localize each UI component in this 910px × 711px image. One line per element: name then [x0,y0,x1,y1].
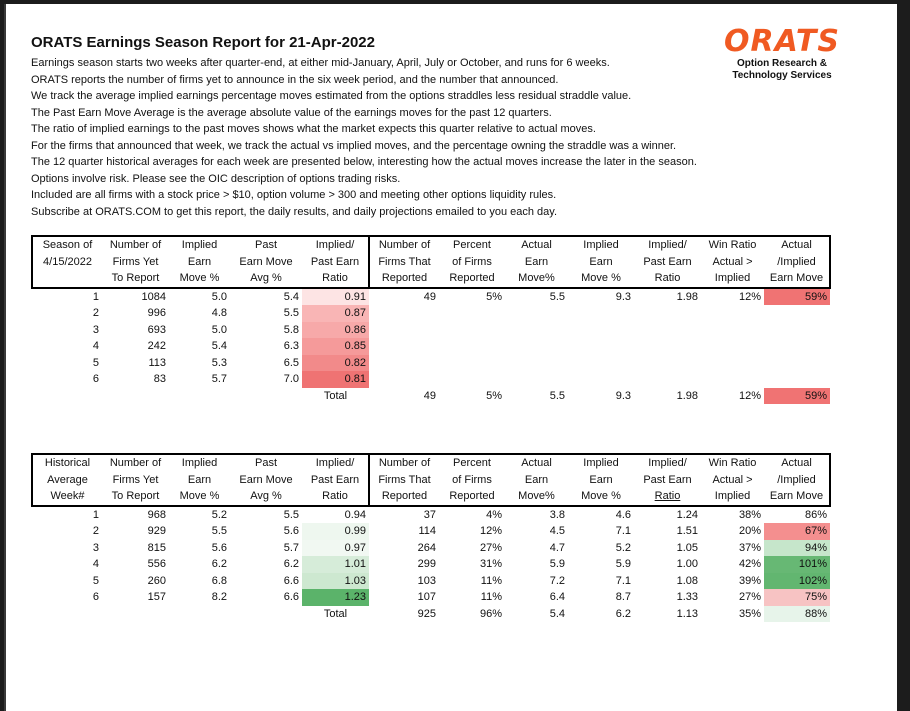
table-cell: 5.2 [211,508,227,521]
table-cell: 4 [92,340,99,353]
table-cell [369,355,439,372]
table-cell: 2 [92,525,99,538]
table-cell: 1.98 [676,290,698,303]
header-row [32,270,830,288]
table-cell [568,338,634,355]
table-cell [505,338,568,355]
column-header: Reported [369,488,439,506]
header-row [32,236,830,254]
table-cell: 0.94 [302,506,369,524]
table-cell: 5.9 [615,558,631,571]
table-cell: 11% [480,591,502,604]
table-cell [505,371,568,388]
header-row [32,472,830,489]
table-cell: 1.33 [676,591,698,604]
column-header: Number of [369,454,439,472]
table-cell: 5.2 [615,541,631,554]
total-cell: 35% [738,607,761,620]
total-cell: 6.2 [615,607,631,620]
table-cell: 31% [479,558,502,571]
column-header: Ratio [302,270,369,288]
table-cell [701,371,764,388]
column-header: Implied/ [634,236,701,254]
table-cell: 27% [738,591,761,604]
table-cell: 0.82 [302,355,369,372]
column-header: Reported [439,488,505,506]
column-header: Reported [369,270,439,288]
table-cell: 6 [92,591,99,604]
column-header: Number of [102,236,169,254]
column-header: Earn [589,255,613,268]
total-cell: 49 [423,389,436,402]
column-header: Earn Move [239,473,293,486]
column-header: Move % [568,488,634,506]
table-cell: 5.5 [549,290,565,303]
table-cell: 39% [738,574,761,587]
table-cell [568,355,634,372]
report-title: ORATS Earnings Season Report for 21-Apr-2022 [31,34,375,51]
table-cell: 242 [147,340,166,353]
table-row [32,540,830,557]
table-cell: 101% [764,556,830,573]
column-header: Ratio [302,488,369,506]
table-cell [439,305,505,322]
empty-cell [169,606,230,623]
table-cell: 6.6 [283,591,299,604]
table-cell: 1.08 [676,574,698,587]
table-cell: 37 [423,508,436,521]
table-cell [701,355,764,372]
table-cell: 0.91 [302,288,369,306]
table-cell: 968 [147,508,166,521]
table-cell: 0.99 [302,523,369,540]
column-header: Firms That [369,254,439,271]
table-cell: 4.5 [549,525,565,538]
table-cell: 5.0 [211,323,227,336]
empty-cell [32,606,102,623]
column-header: Earn [187,473,212,486]
table-cell: 6.4 [549,591,565,604]
table-cell: 102% [764,573,830,590]
table-cell: 3 [92,323,99,336]
column-header: Implied/ [302,454,369,472]
table-cell: 5.5 [211,525,227,538]
table-cell: 1.01 [302,556,369,573]
intro-line: The ratio of implied earnings to the past moves shows what the market expects this quarter relative to actual moves. [31,123,596,135]
table-cell: 1.00 [676,558,698,571]
table-cell: 5.9 [549,558,565,571]
table-cell: 1.05 [676,541,698,554]
total-cell: 59% [764,388,830,405]
table-row [32,371,830,388]
table-cell: 1 [92,290,99,303]
table-cell: 4.7 [549,541,565,554]
table-cell: 67% [764,523,830,540]
table-cell: 27% [479,541,502,554]
table-cell: 5.4 [211,340,227,353]
column-header: Avg % [230,270,302,288]
column-header: Past Earn [643,473,692,486]
table-cell: 5.0 [211,290,227,303]
column-header: of Firms [452,255,492,268]
column-header: To Report [102,270,169,288]
column-header: of Firms [452,473,492,486]
intro-line: Included are all firms with a stock price > $10, option volume > 300 and meeting other options liquidity rules. [31,189,557,201]
column-header: Firms That [369,472,439,489]
table-cell [764,322,830,339]
table-cell: 3.8 [549,508,565,521]
table-cell: 86% [764,506,830,524]
table-row [32,556,830,573]
table-cell [764,371,830,388]
total-cell: 96% [479,607,502,620]
table-cell: 6.5 [283,356,299,369]
table-cell: 9.3 [615,290,631,303]
table-cell [701,338,764,355]
table-cell: 59% [764,288,830,306]
report-intro [31,55,751,220]
table-cell: 5.7 [283,541,299,554]
table-cell: 7.1 [615,525,631,538]
table-cell: 20% [738,525,761,538]
table-cell [764,355,830,372]
column-header: Earn [524,473,549,486]
column-header: Implied [701,488,764,506]
table-cell [568,322,634,339]
column-header: Implied [701,270,764,288]
table-cell: 0.85 [302,338,369,355]
table-cell: 114 [418,525,436,538]
table-row [32,573,830,590]
table-row [32,322,830,339]
table-cell [439,355,505,372]
table-cell: 5% [486,290,502,303]
table-cell: 693 [147,323,166,336]
column-header: Earn Move [764,270,830,288]
table-cell: 6.6 [283,574,299,587]
empty-cell [32,388,102,405]
table-cell [439,371,505,388]
column-header: Implied [568,454,634,472]
intro-line: Earnings season starts two weeks after quarter-end, at either mid-January, April, July or October, and runs for 6 weeks. [31,57,610,69]
total-label: Total [323,607,348,620]
table-cell: 113 [148,356,166,369]
table-cell: 0.87 [302,305,369,322]
table-cell [505,305,568,322]
column-header: Move % [169,270,230,288]
total-cell: 12% [738,389,761,402]
orats-logo [712,26,852,82]
table-cell: 94% [764,540,830,557]
table-cell [764,305,830,322]
column-header: Ratio [634,270,701,288]
table-row [32,589,830,606]
table-cell: 260 [147,574,166,587]
table-cell [568,371,634,388]
logo-line-2: Technology Services [732,70,832,81]
logo-line-1: Option Research & [736,58,828,69]
table-cell: 12% [479,525,502,538]
table-cell [568,305,634,322]
column-header: Ratio [634,488,701,506]
column-header: Actual [505,454,568,472]
table-cell [764,338,830,355]
column-header: Implied [169,236,230,254]
table-cell: 1 [92,508,99,521]
column-header: Implied/ [634,454,701,472]
intro-line: We track the average implied earnings percentage moves estimated from the options straddles less residual straddle value. [31,90,632,102]
column-header: Move% [505,270,568,288]
column-header: Move% [505,488,568,506]
table-cell [369,338,439,355]
table-cell: 3 [92,541,99,554]
column-header: Earn Move [764,488,830,506]
intro-line: Options involve risk. Please see the OIC description of options trading risks. [31,172,401,185]
table-cell [634,355,701,372]
column-header: Past Earn [643,255,692,268]
table-cell [505,322,568,339]
table-cell: 815 [147,541,166,554]
table-cell: 2 [92,307,99,320]
table-row [32,305,830,322]
column-header: Win Ratio [701,236,764,254]
table-cell: 5 [92,574,99,587]
column-header: Implied/ [302,236,369,254]
column-header: Number of [102,454,169,472]
total-cell: 9.3 [615,389,631,402]
empty-cell [102,606,169,623]
table-cell: 37% [738,541,761,554]
table-cell [369,305,439,322]
column-header: Implied [169,454,230,472]
table-cell: 4.8 [211,307,227,320]
column-header: To Report [102,488,169,506]
table-cell: 49 [423,290,436,303]
table-cell: 83 [153,373,166,386]
table-row [32,523,830,540]
table-cell: 6 [92,373,99,386]
column-header: Earn [524,255,549,268]
table-cell [439,338,505,355]
season-table [31,235,831,404]
column-header: Percent [439,236,505,254]
table-cell [439,322,505,339]
table-cell: 1.23 [302,589,369,606]
table-cell: 5.7 [211,373,227,386]
header-row [32,454,830,472]
table-cell: 299 [417,558,436,571]
header-row [32,488,830,506]
column-header: Firms Yet [112,473,159,486]
table-cell: 0.86 [302,322,369,339]
intro-line: Subscribe at ORATS.COM to get this report, the daily results, and daily projections emailed to you each day. [31,205,558,218]
table-cell: 1084 [141,290,166,303]
column-header: Actual > [712,255,753,268]
column-header: Earn [589,473,613,486]
total-cell: 925 [417,607,436,620]
table-cell: 6.2 [211,558,227,571]
table-cell: 7.1 [615,574,631,587]
total-row [32,388,830,405]
table-cell: 157 [147,591,166,604]
intro-line: For the firms that announced that week, we track the actual vs implied moves, and the percentage owning the straddle was a winner. [31,139,677,152]
column-header: Firms Yet [112,255,159,268]
table-cell: 929 [147,525,166,538]
table-cell: 8.7 [615,591,631,604]
column-header: /Implied [764,254,830,271]
table-cell: 4% [486,508,502,521]
column-header: Week# [32,488,102,506]
total-cell: 5% [486,389,502,402]
historical-table [31,453,831,622]
table-cell: 42% [738,558,761,571]
table-cell: 5.8 [283,323,299,336]
table-cell: 5.3 [211,356,227,369]
table-cell: 264 [417,541,436,554]
table-cell: 107 [417,591,436,604]
column-header: Actual > [712,473,753,486]
intro-line: ORATS reports the number of firms yet to announce in the six week period, and the number that announced. [31,73,559,86]
table-cell: 6.3 [283,340,299,353]
report-page [4,4,897,711]
intro-line: The Past Earn Move Average is the average absolute value of the earnings moves for the past 12 quarters. [31,106,552,119]
table-cell: 1.24 [676,508,698,521]
table-cell: 6.2 [283,558,299,571]
table-cell: 7.0 [283,373,299,386]
table-cell: 4.6 [615,508,631,521]
intro-line: The 12 quarter historical averages for each week are presented below, interesting how the actual moves increase the later in the season. [31,156,697,168]
column-header: Average [32,472,102,489]
table-cell [634,371,701,388]
table-cell [634,322,701,339]
table-row [32,338,830,355]
column-header: Implied [568,236,634,254]
table-cell: 0.97 [302,540,369,557]
table-cell: 5.5 [283,508,299,521]
column-header: /Implied [764,472,830,489]
column-header: Number of [369,236,439,254]
table-cell: 5.6 [211,541,227,554]
column-header: 4/15/2022 [32,254,102,271]
column-header: Past Earn [310,473,360,486]
empty-cell [230,388,302,405]
table-cell: 1.51 [676,525,698,538]
table-cell: 38% [738,508,761,521]
column-header: Season of [32,236,102,254]
total-label: Total [323,389,348,402]
table-cell: 1.03 [302,573,369,590]
table-row [32,506,830,524]
table-cell: 556 [147,558,166,571]
total-cell: 5.4 [549,607,565,620]
header-row [32,254,830,271]
column-header: Past Earn [310,255,360,268]
total-cell: 88% [764,606,830,623]
column-header: Past [230,236,302,254]
column-header: Move % [169,488,230,506]
table-cell: 5 [92,356,99,369]
column-header [32,270,102,288]
column-header: Past [230,454,302,472]
column-header: Percent [439,454,505,472]
table-cell [505,355,568,372]
table-cell: 4 [92,558,99,571]
table-cell [369,371,439,388]
column-header: Move % [568,270,634,288]
column-header: Earn Move [239,255,293,268]
table-cell: 5.4 [283,290,299,303]
table-cell: 103 [417,574,436,587]
logo-mark: ORATS [723,24,841,59]
table-row [32,288,830,306]
column-header: Reported [439,270,505,288]
column-header: Win Ratio [701,454,764,472]
table-cell: 5.6 [283,525,299,538]
table-cell: 996 [147,307,166,320]
column-header: Actual [764,236,830,254]
table-cell: 6.8 [211,574,227,587]
table-cell [701,322,764,339]
empty-cell [102,388,169,405]
total-cell: 1.98 [676,389,698,402]
total-cell: 1.13 [676,607,698,620]
table-cell: 11% [480,574,502,587]
table-cell: 0.81 [302,371,369,388]
table-cell [369,322,439,339]
empty-cell [169,388,230,405]
table-cell: 8.2 [211,591,227,604]
table-row [32,355,830,372]
table-cell [634,338,701,355]
table-cell: 5.5 [283,307,299,320]
total-cell: 5.5 [549,389,565,402]
table-cell [634,305,701,322]
column-header: Avg % [230,488,302,506]
column-header: Actual [764,454,830,472]
column-header: Historical [32,454,102,472]
column-header: Earn [187,255,212,268]
table-cell: 75% [764,589,830,606]
total-row [32,606,830,623]
table-cell [701,305,764,322]
table-cell: 7.2 [549,574,565,587]
table-cell: 12% [738,290,761,303]
column-header: Actual [505,236,568,254]
empty-cell [230,606,302,623]
